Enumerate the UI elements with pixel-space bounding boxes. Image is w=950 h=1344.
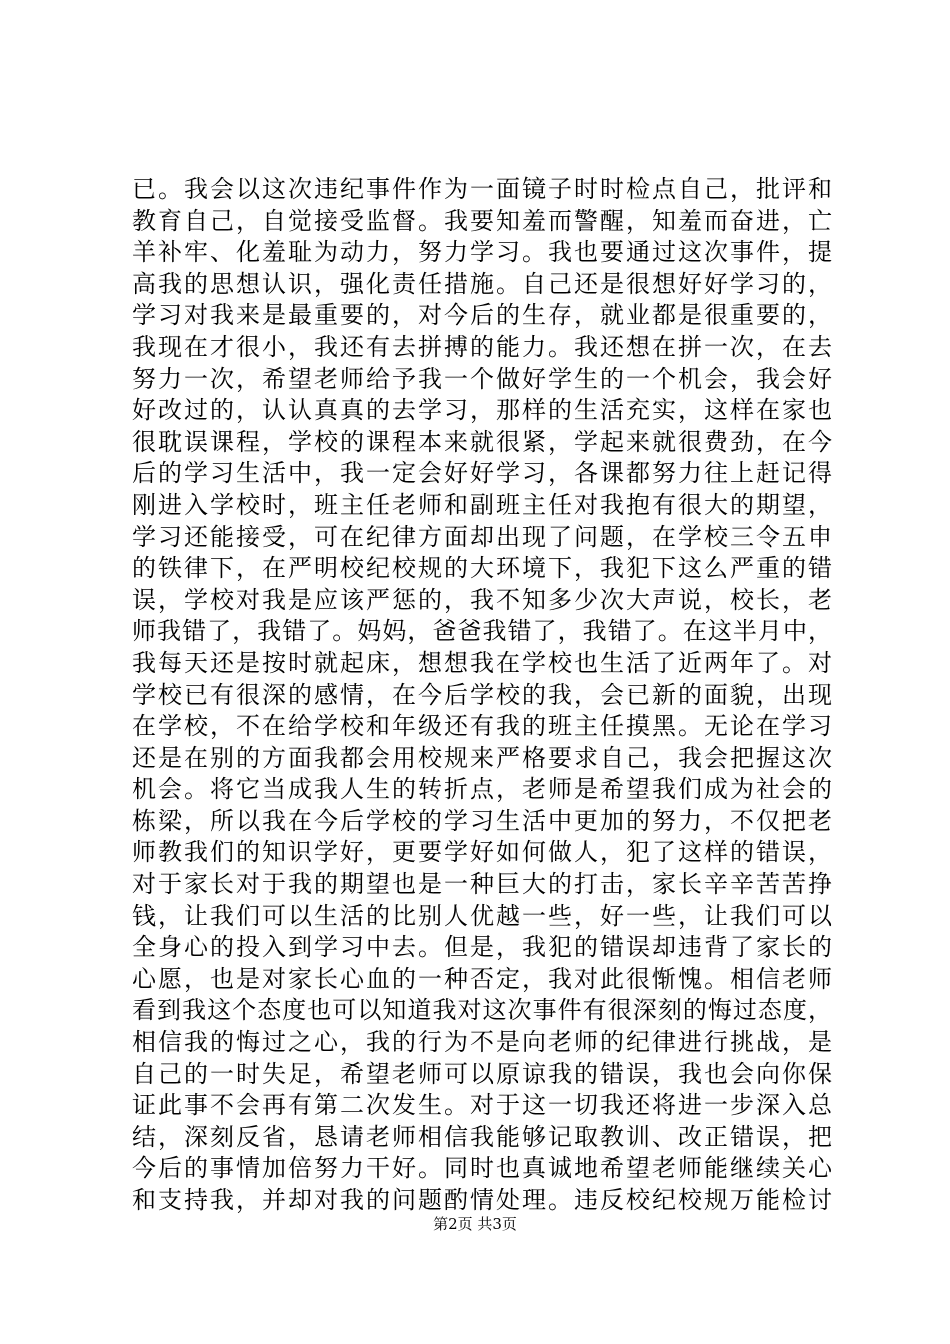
- text-line: 学习还能接受，可在纪律方面却出现了问题，在学校三令五申: [132, 522, 832, 551]
- text-line: 我每天还是按时就起床，想想我在学校也生活了近两年了。对: [132, 648, 832, 677]
- text-line: 全身心的投入到学习中去。但是，我犯的错误却违背了家长的: [132, 933, 832, 962]
- page-number: 第2页 共3页: [433, 1215, 517, 1233]
- text-line: 学校已有很深的感情，在今后学校的我，会已新的面貌，出现: [132, 680, 832, 709]
- text-line: 钱，让我们可以生活的比别人优越一些，好一些，让我们可以: [132, 901, 832, 930]
- text-line: 误，学校对我是应该严惩的，我不知多少次大声说，校长，老: [132, 585, 832, 614]
- text-line: 后的学习生活中，我一定会好好学习，各课都努力往上赶记得: [132, 459, 832, 488]
- text-line: 今后的事情加倍努力干好。同时也真诚地希望老师能继续关心: [132, 1154, 832, 1183]
- text-line: 的铁律下，在严明校纪校规的大环境下，我犯下这么严重的错: [132, 554, 832, 583]
- text-line: 教育自己，自觉接受监督。我要知羞而警醒，知羞而奋进，亡: [132, 206, 832, 235]
- text-line: 师我错了，我错了。妈妈，爸爸我错了，我错了。在这半月中，: [132, 617, 832, 646]
- text-line: 刚进入学校时，班主任老师和副班主任对我抱有很大的期望，: [132, 490, 832, 519]
- text-line: 和支持我，并却对我的问题酌情处理。违反校纪校规万能检讨: [132, 1186, 832, 1214]
- text-line: 看到我这个态度也可以知道我对这次事件有很深刻的悔过态度，: [132, 996, 832, 1025]
- text-line: 心愿，也是对家长心血的一种否定，我对此很惭愧。相信老师: [132, 964, 832, 993]
- text-line: 还是在别的方面我都会用校规来严格要求自己，我会把握这次: [132, 743, 832, 772]
- text-line: 很耽误课程，学校的课程本来就很紧，学起来就很费劲，在今: [132, 427, 832, 456]
- text-line: 好改过的，认认真真的去学习，那样的生活充实，这样在家也: [132, 396, 832, 425]
- text-line: 羊补牢、化羞耻为动力，努力学习。我也要通过这次事件，提: [132, 238, 832, 267]
- body-text: [132, 174, 832, 1217]
- text-line: 努力一次，希望老师给予我一个做好学生的一个机会，我会好: [132, 364, 832, 393]
- text-line: 自己的一时失足，希望老师可以原谅我的错误，我也会向你保: [132, 1059, 832, 1088]
- text-line: 师教我们的知识学好，更要学好如何做人，犯了这样的错误，: [132, 838, 832, 867]
- text-line: 相信我的悔过之心，我的行为不是向老师的纪律进行挑战，是: [132, 1028, 832, 1057]
- text-line: 我现在才很小，我还有去拼搏的能力。我还想在拼一次，在去: [132, 332, 832, 361]
- text-line: 在学校，不在给学校和年级还有我的班主任摸黑。无论在学习: [132, 712, 832, 741]
- page-footer: [0, 1214, 950, 1234]
- text-line: 证此事不会再有第二次发生。对于这一切我还将进一步深入总: [132, 1091, 832, 1120]
- text-line: 栋梁，所以我在今后学校的学习生活中更加的努力，不仅把老: [132, 806, 832, 835]
- text-line: 学习对我来是最重要的，对今后的生存，就业都是很重要的，: [132, 301, 832, 330]
- text-line: 结，深刻反省，恳请老师相信我能够记取教训、改正错误，把: [132, 1122, 832, 1151]
- text-line: 对于家长对于我的期望也是一种巨大的打击，家长辛辛苦苦挣: [132, 870, 832, 899]
- text-line: 机会。将它当成我人生的转折点，老师是希望我们成为社会的: [132, 775, 832, 804]
- text-line: 已。我会以这次违纪事件作为一面镜子时时检点自己，批评和: [132, 175, 832, 203]
- text-line: 高我的思想认识，强化责任措施。自己还是很想好好学习的，: [132, 269, 832, 298]
